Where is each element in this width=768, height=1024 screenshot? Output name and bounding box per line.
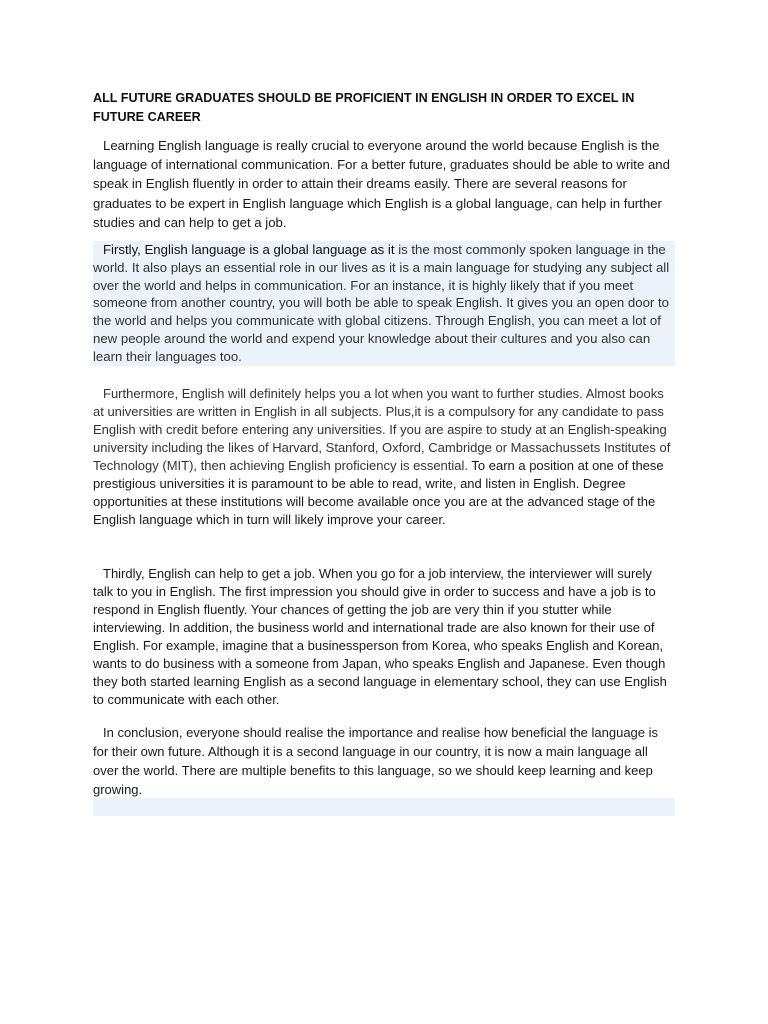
third-reason-text: Thirdly, English can help to get a job. When you go for a job interview, the interviewer will surely talk to you in English. The first impression you should give in order to success and have a job is to respond in English fluently. Your chances of getting the job are very thin if you stutter while interviewing. In addition, the business world and international trade are also known for their use of English. For example, imagine that a businessperson from Korea, who speaks English and Korean, wants to do business with a someone from Japan, who speaks English and Japanese. Even though they both started learning English as a second language in elementary school, they can use English to communicate with each other. xyxy=(93,566,667,707)
second-reason-lead: Furthermore, English will definitely helps you a lot when you want to further studies. Almost books at universities are written in English in all subjects. Plus,it is a compulsory for any candidate to pass English with credit before entering any universities. If you are aspire to study at an English-speaking university including the likes of Harvard, Stanford, Oxford, Cambridge or Massachussets Institutes of Technology (MIT), then achieving English proficiency is essential. xyxy=(93,386,671,473)
conclusion-text: In conclusion, everyone should realise the importance and realise how beneficial the language is for their own future. Although it is a second language in our country, it is now a main language all over the world. There are multiple benefits to this language, so we should keep learning and keep growing. xyxy=(93,725,659,797)
first-reason-paragraph xyxy=(93,241,675,366)
first-reason-text: is the most commonly spoken language in the world. It also plays an essential role in our lives as it is a main language for studying any subject all over the world and helps in communication. For an instance, it is highly likely that if you meet someone from another country, you will both be able to speak English. It gives you an open door to the world and helps you communicate with global citizens. Through English, you can meet a lot of new people around the world and expend your knowledge about their cultures and you also can learn their languages too. xyxy=(93,242,670,364)
second-reason-text: To earn a position at one of these prestigious universities it is paramount to be able to read, write, and listen in English. Degree opportunities at these institutions will become available once you are at the advanced stage of the English language which in turn will likely improve your career. xyxy=(93,458,664,527)
text-highlight-strip xyxy=(93,798,675,816)
essay-title: ALL FUTURE GRADUATES SHOULD BE PROFICIENT IN ENGLISH IN ORDER TO EXCEL IN FUTURE CAREER xyxy=(93,91,635,124)
first-reason-lead: Firstly, English language is a global language as it xyxy=(103,242,395,257)
second-reason-paragraph xyxy=(93,385,675,529)
third-reason-paragraph xyxy=(93,565,675,709)
conclusion-paragraph xyxy=(93,723,675,799)
intro-text: Learning English language is really crucial to everyone around the world because English is the language of international communication. For a better future, graduates should be able to write and speak in English fluently in order to attain their dreams easily. There are several reasons for graduates to be expert in English language which English is a global language, can help in further studies and can help to get a job. xyxy=(93,138,670,230)
intro-paragraph xyxy=(93,136,675,232)
